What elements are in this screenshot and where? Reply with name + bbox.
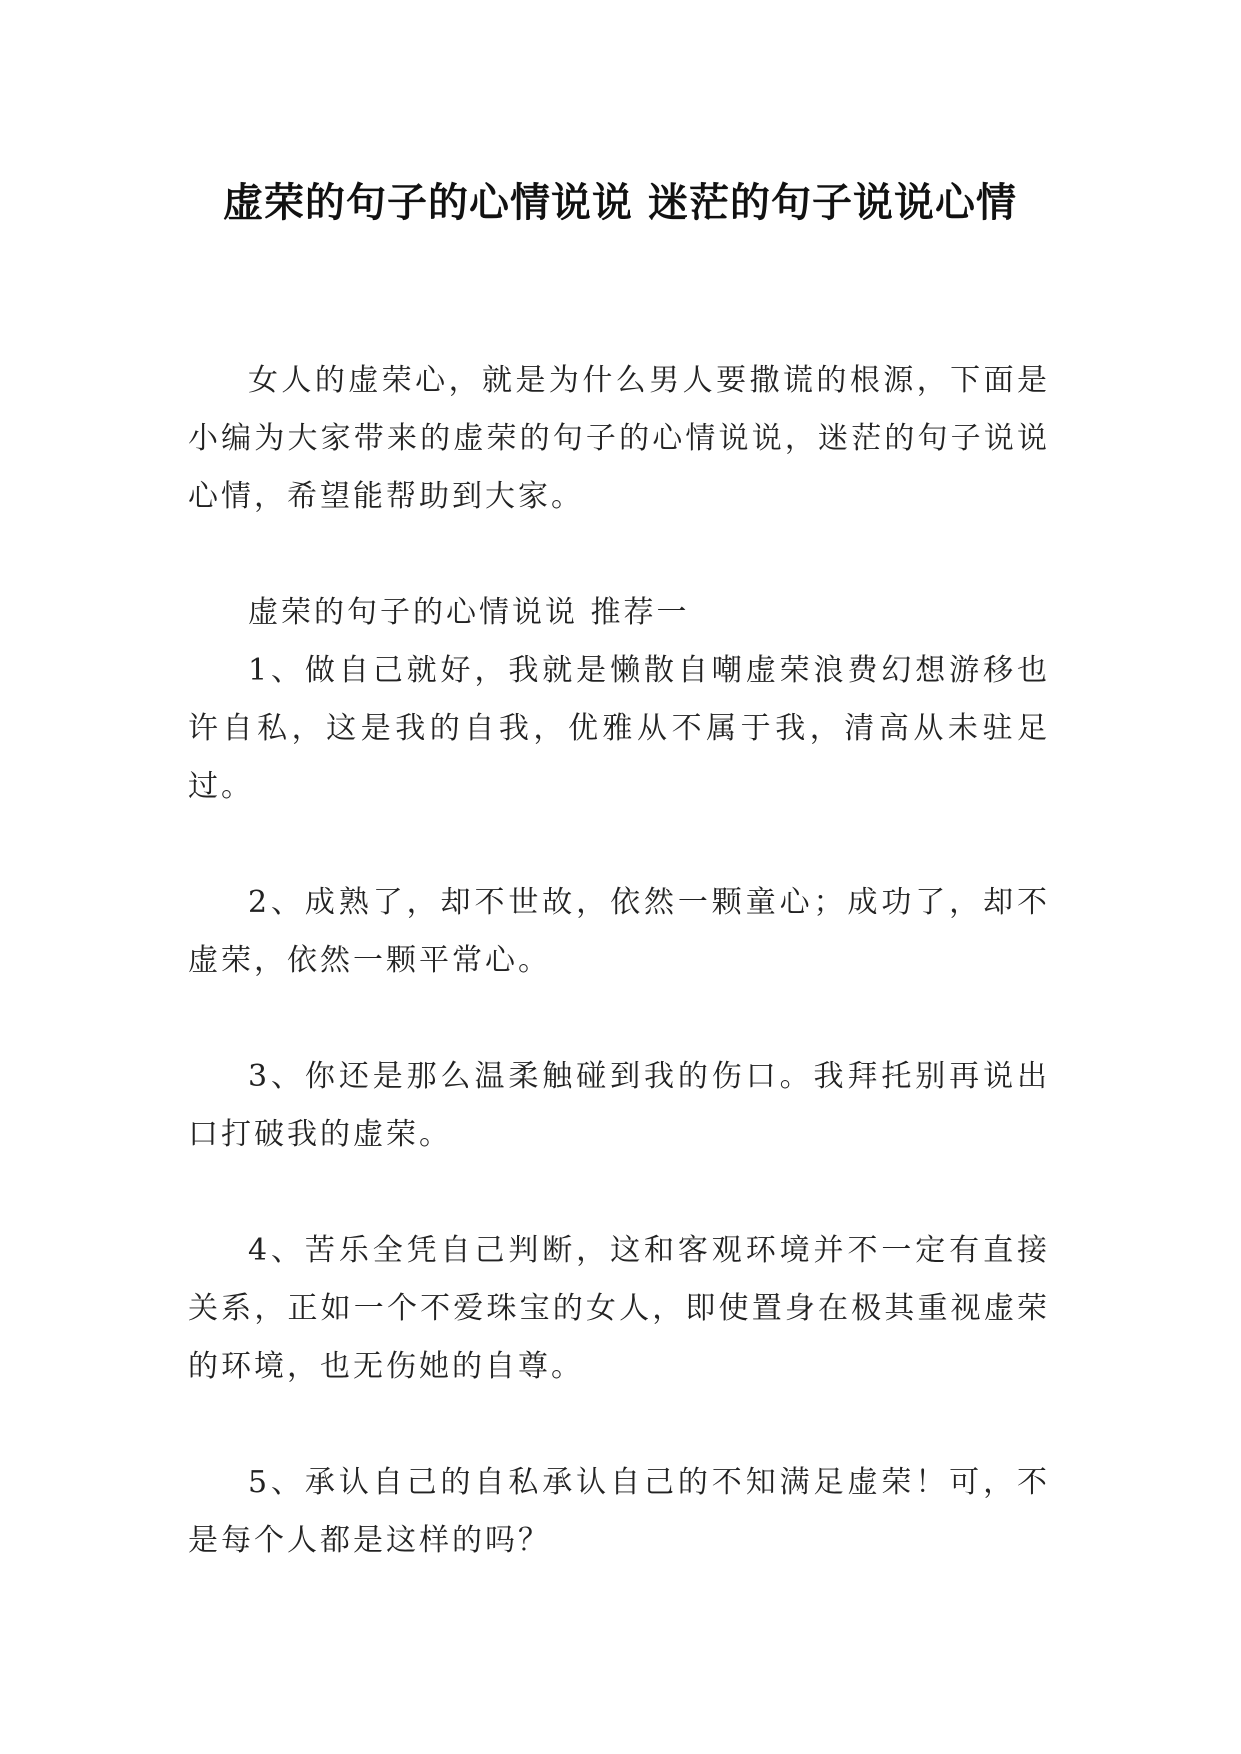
document-body <box>188 352 1050 1570</box>
intro-paragraph: 女人的虚荣心，就是为什么男人要撒谎的根源，下面是小编为大家带来的虚荣的句子的心情说说，迷茫的句子说说心情，希望能帮助到大家。 <box>188 363 1050 514</box>
paragraph-spacer <box>188 1396 1050 1454</box>
list-item: 4、苦乐全凭自己判断，这和客观环境并不一定有直接关系，正如一个不爱珠宝的女人，即使置身在极其重视虚荣的环境，也无伤她的自尊。 <box>188 1233 1050 1384</box>
list-item: 1、做自己就好，我就是懒散自嘲虚荣浪费幻想游移也许自私，这是我的自我，优雅从不属于我，清高从未驻足过。 <box>188 653 1050 804</box>
list-item: 3、你还是那么温柔触碰到我的伤口。我拜托别再说出口打破我的虚荣。 <box>188 1059 1050 1152</box>
list-item: 5、承认自己的自私承认自己的不知满足虚荣！可，不是每个人都是这样的吗？ <box>188 1465 1050 1558</box>
section-heading: 虚荣的句子的心情说说 推荐一 <box>248 595 690 630</box>
paragraph-spacer <box>188 816 1050 874</box>
paragraph-spacer <box>188 526 1050 584</box>
document-title: 虚荣的句子的心情说说 迷茫的句子说说心情 <box>223 179 1017 226</box>
paragraph-spacer <box>188 990 1050 1048</box>
paragraph-spacer <box>188 1164 1050 1222</box>
list-item: 2、成熟了，却不世故，依然一颗童心；成功了，却不虚荣，依然一颗平常心。 <box>188 885 1050 978</box>
